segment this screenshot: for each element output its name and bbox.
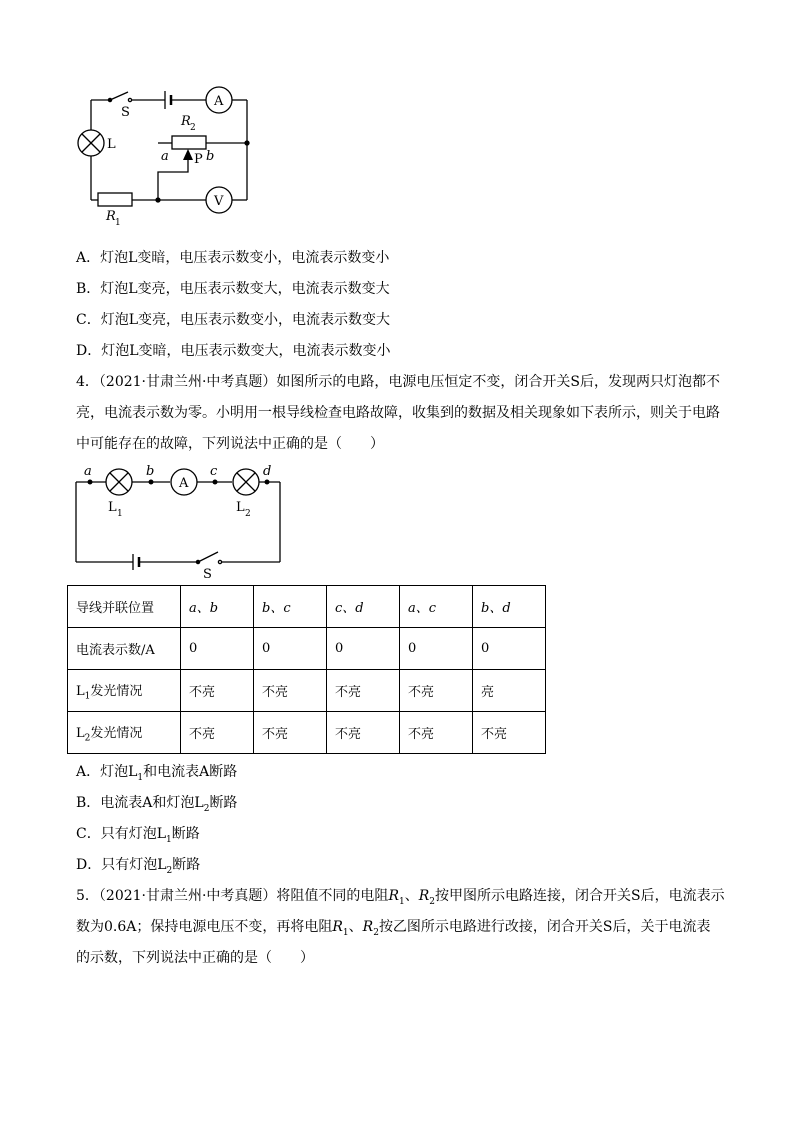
q3-option-c[interactable]: C．灯泡L变亮，电压表示数变小，电流表示数变大 [76, 312, 391, 328]
table-cell: 0 [254, 628, 327, 670]
table-cell: 不亮 [400, 670, 473, 712]
table-cell: 不亮 [327, 670, 400, 712]
table-cell: $L_1$发光情况 [68, 670, 181, 712]
slider-p-label: P [194, 152, 203, 167]
terminal-b-label: b [206, 149, 215, 164]
switch-label: S [121, 105, 130, 120]
table-header-cell: c、d [327, 586, 400, 628]
r1-label: R [106, 209, 116, 224]
point-b-label: b [146, 464, 155, 479]
lamp-l1-label: L [108, 500, 117, 515]
point-c-label: c [210, 464, 218, 479]
circuit-diagram-2 [70, 460, 290, 585]
table-cell: 不亮 [254, 670, 327, 712]
table-cell: 不亮 [181, 670, 254, 712]
q4-option-a[interactable]: A．灯泡$L_1$和电流表A断路 [76, 764, 238, 783]
table-cell: 电流表示数/A [68, 628, 181, 670]
point-a-label: a [84, 464, 92, 479]
q3-option-a[interactable]: A．灯泡L变暗，电压表示数变小，电流表示数变小 [76, 250, 390, 266]
table-header-cell: a、b [181, 586, 254, 628]
table-cell: 不亮 [181, 712, 254, 754]
lamp-l1-sub: 1 [117, 509, 123, 519]
lamp-label: L [107, 137, 116, 152]
q4-stem-line2: 亮，电流表示数为零。小明用一根导线检查电路故障，收集到的数据及相关现象如下表所示，则关于电路 [76, 405, 720, 421]
ammeter-label: A [214, 94, 224, 109]
q5-stem-line2: 数为0.6A；保持电源电压不变，再将电阻$R_1$、$R_2$按乙图所示电路进行改接，闭合开关S后，关于电流表 [76, 919, 711, 938]
lamp-l2-sub: 2 [245, 509, 251, 519]
table-cell: 不亮 [400, 712, 473, 754]
terminal-a-label: a [161, 149, 169, 164]
table-header-cell: b、c [254, 586, 327, 628]
voltmeter-label: V [214, 194, 224, 209]
r2-label: R [181, 114, 191, 129]
table-cell: 不亮 [254, 712, 327, 754]
q4-option-d[interactable]: D．只有灯泡$L_2$断路 [76, 857, 201, 876]
table-row [68, 712, 546, 754]
q4-option-b[interactable]: B．电流表A和灯泡$L_2$断路 [76, 795, 238, 814]
table-cell: $L_2$发光情况 [68, 712, 181, 754]
q5-stem-line1: 5．（2021·甘肃兰州·中考真题）将阻值不同的电阻$R_1$、$R_2$按甲图所示电路连接，闭合开关S后，电流表示 [76, 888, 725, 907]
table-cell: 0 [473, 628, 546, 670]
switch-label-2: S [203, 567, 212, 582]
table-header-cell: b、d [473, 586, 546, 628]
table-cell: 亮 [473, 670, 546, 712]
table-cell: 0 [181, 628, 254, 670]
q4-stem-line3: 中可能存在的故障，下列说法中正确的是（ ） [76, 436, 384, 452]
r2-sub: 2 [190, 123, 196, 133]
q5-stem-line3: 的示数，下列说法中正确的是（ ） [76, 950, 314, 966]
r1-sub: 1 [115, 218, 121, 228]
ammeter-label-2: A [179, 476, 189, 491]
lamp-l2-label: L [236, 500, 245, 515]
table-cell: 0 [327, 628, 400, 670]
table-header-cell: 导线并联位置 [68, 586, 181, 628]
q4-stem-line1: 4．（2021·甘肃兰州·中考真题）如图所示的电路，电源电压恒定不变，闭合开关S后，发现两只灯泡都不 [76, 374, 721, 390]
table-cell: 不亮 [473, 712, 546, 754]
q3-option-b[interactable]: B．灯泡L变亮，电压表示数变大，电流表示数变大 [76, 281, 390, 297]
fault-data-table [67, 585, 546, 754]
q4-option-c[interactable]: C．只有灯泡$L_1$断路 [76, 826, 200, 845]
table-cell: 不亮 [327, 712, 400, 754]
q3-option-d[interactable]: D．灯泡L变暗，电压表示数变大，电流表示数变小 [76, 343, 391, 359]
point-d-label: d [263, 464, 272, 479]
circuit-diagram-1 [70, 80, 270, 230]
table-header-cell: a、c [400, 586, 473, 628]
table-row [68, 670, 546, 712]
table-row [68, 628, 546, 670]
table-cell: 0 [400, 628, 473, 670]
table-row [68, 586, 546, 628]
